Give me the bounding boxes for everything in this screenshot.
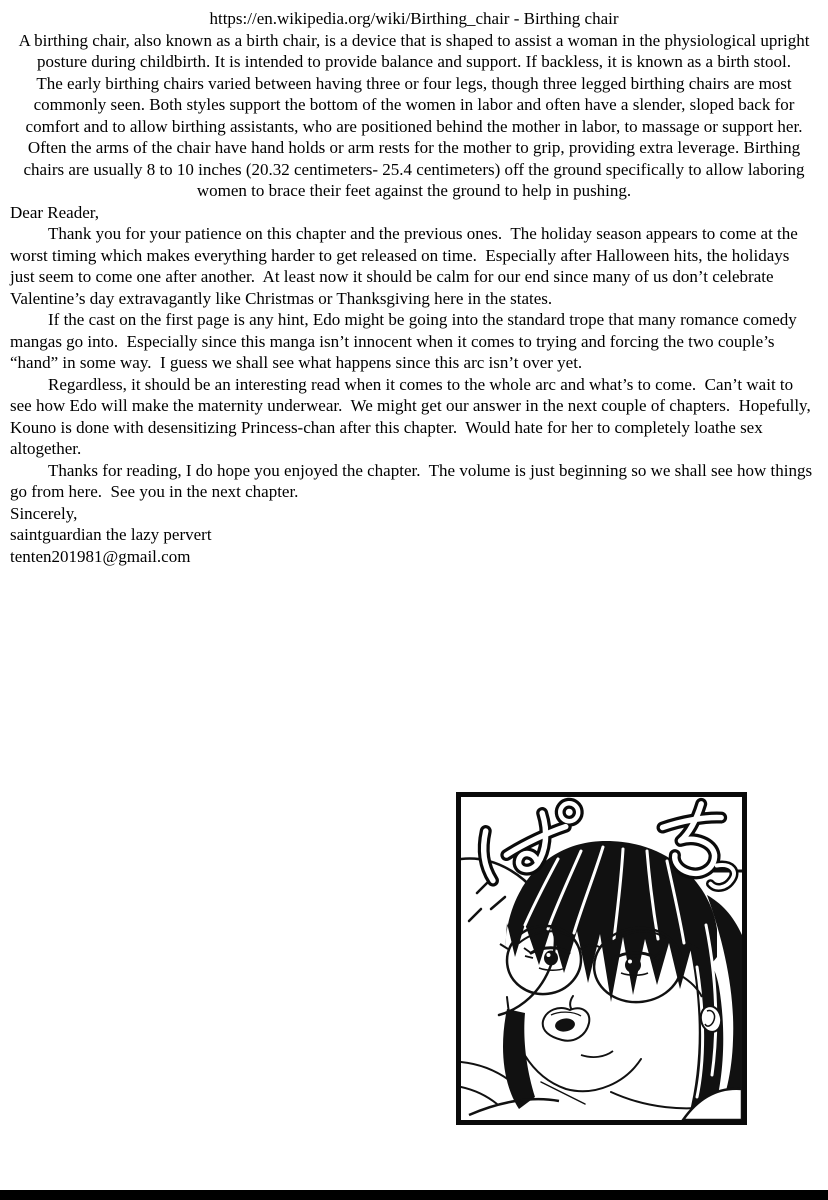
chin-line [581,1051,613,1057]
letter-paragraph-4: Thanks for reading, I do hope you enjoyed the chapter. The volume is just beginning so we shall see how things go from here. See you in the next chapter. [10,460,817,501]
salutation: Dear Reader, [10,202,99,222]
face-outline [507,997,719,1108]
closing: Sincerely, [10,503,78,523]
wiki-paragraph-2: The early birthing chairs varied between having three or four legs, though three legged birthing chairs are most commonly seen. Both styles support the bottom of the women in labor and often have a slender, sloped back for comfort and to allow birthing assistants, who are positioned behind the mother in labor, to massage or support her. Often the arms of the chair have hand holds or arm rests for the mother to grip, providing extra leverage. Birthing chairs are usually 8 to 10 inches (20.32 centimeters- 25.4 centimeters) off the ground specifically to allow laboring women to brace their feet against the ground to help in pushing. [23,73,805,200]
page-title: https://en.wikipedia.org/wiki/Birthing_chair - Birthing chair [209,9,619,28]
translator-letter [0,202,828,568]
manga-panel [456,792,747,1125]
bottom-scan-bar [0,1190,828,1200]
manga-panel-art [461,797,742,1120]
wiki-excerpt [0,0,828,202]
signature-email: tenten201981@gmail.com [10,546,191,566]
wiki-paragraph-1: A birthing chair, also known as a birth chair, is a device that is shaped to assist a woman in the physiological upright posture during childbirth. It is intended to provide balance and support. If backless, it is known as a birth stool. [18,30,810,71]
signature-name: saintguardian the lazy pervert [10,525,212,544]
shoulder-left [469,1099,559,1115]
hair-left-lock [503,1009,535,1109]
letter-paragraph-3: Regardless, it should be an interesting read when it comes to the whole arc and what’s to come. Can’t wait to see how Edo will make the maternity underwear. We might get our answer in the next couple of chapters. Hopefully, Kouno is done with desensitizing Princess-chan after this chapter. Would hate for her to completely loathe sex altogether. [10,374,815,458]
mouth-icon [543,1008,590,1041]
letter-paragraph-1: Thank you for your patience on this chapter and the previous ones. The holiday season appears to come at the worst timing which makes everything harder to get released on time. Especially after Halloween hits, the holidays just seem to come one after another. At least now it should be calm for our end since many of us don’t celebrate Valentine’s day extravagantly like Christmas or Thanksgiving here in the states. [10,224,803,308]
letter-paragraph-2: If the cast on the first page is any hint, Edo might be going into the standard trope that many romance comedy mangas go into. Especially since this manga isn’t innocent when it comes to trying and forcing the two couple’s “hand” in some way. I guess we shall see what happens since this arc isn’t over yet. [10,310,801,372]
